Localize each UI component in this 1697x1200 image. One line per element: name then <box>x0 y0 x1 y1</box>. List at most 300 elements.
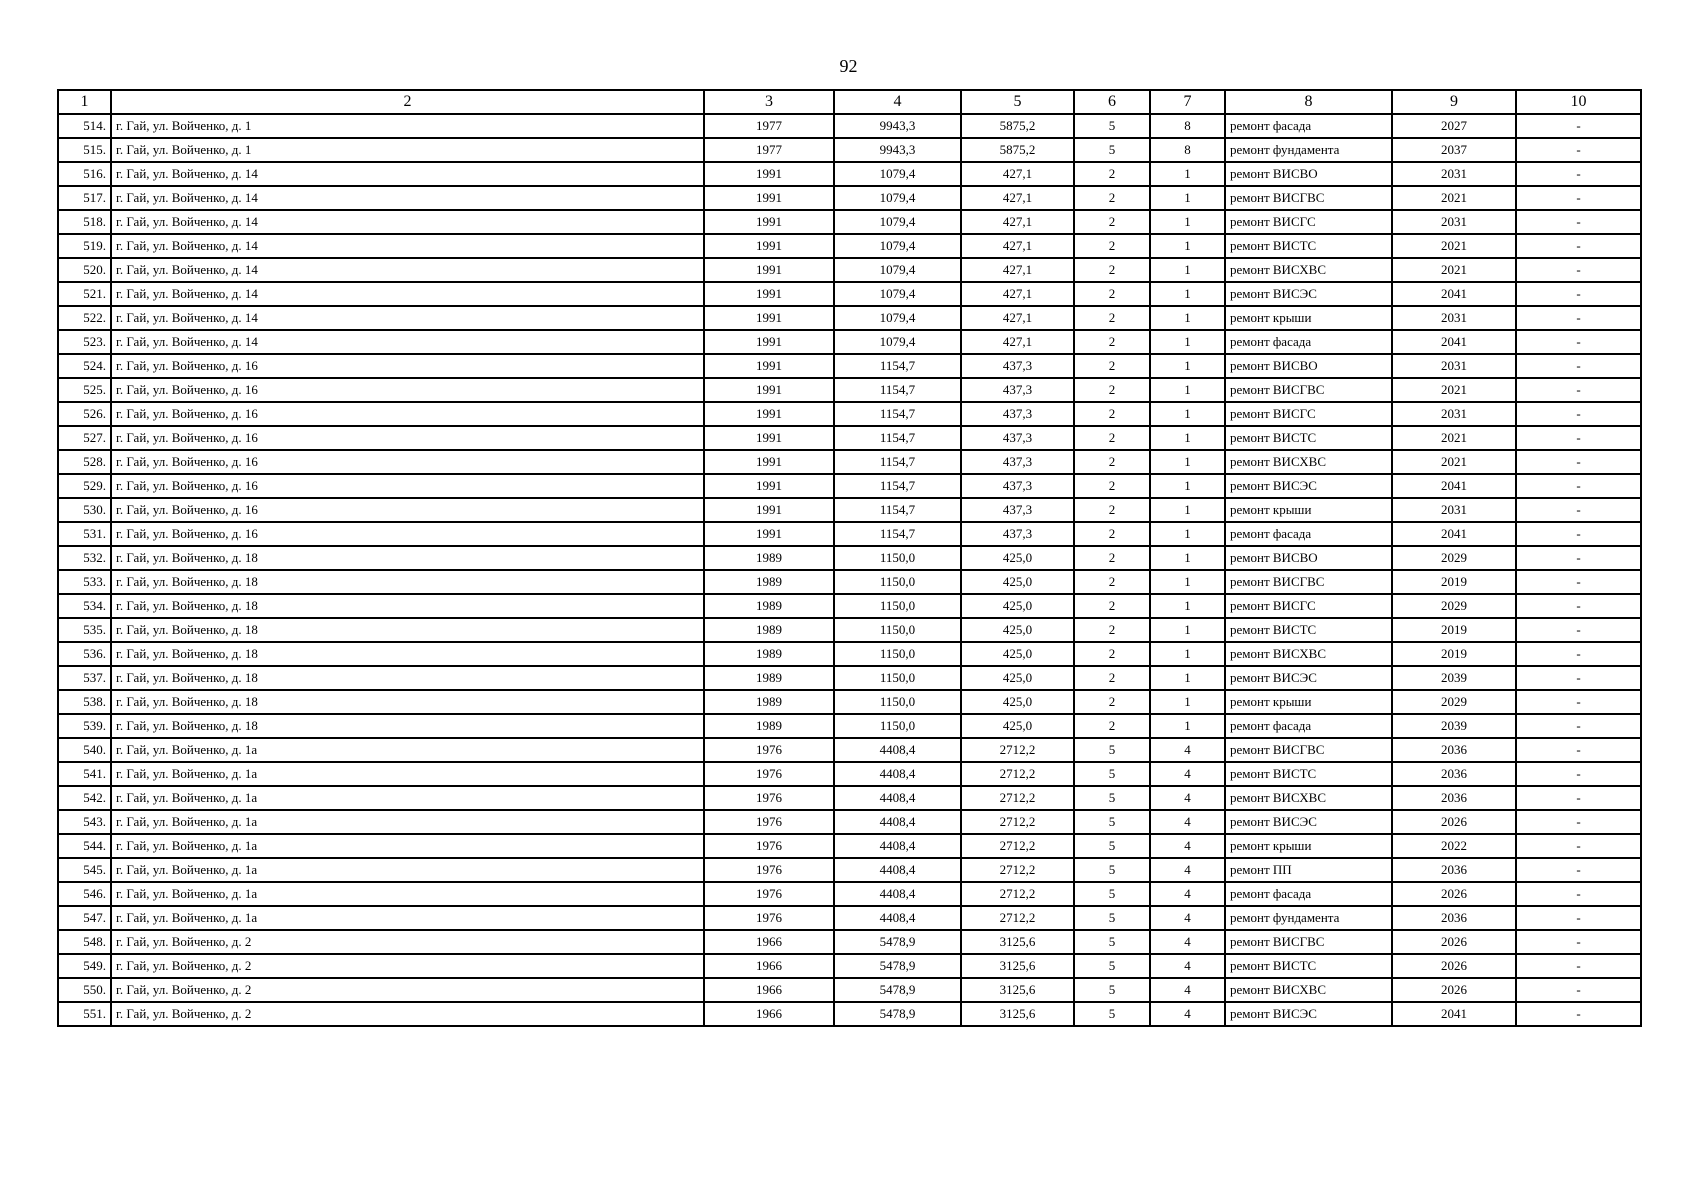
living-area-cell: 425,0 <box>961 666 1074 690</box>
note-cell: - <box>1516 546 1641 570</box>
floors-cell: 2 <box>1074 690 1150 714</box>
floors-cell: 2 <box>1074 666 1150 690</box>
table-row <box>58 234 1641 258</box>
planned-year-cell: 2036 <box>1392 738 1516 762</box>
address-cell: г. Гай, ул. Войченко, д. 1а <box>111 810 704 834</box>
year-built-cell: 1991 <box>704 498 834 522</box>
planned-year-cell: 2029 <box>1392 546 1516 570</box>
address-cell: г. Гай, ул. Войченко, д. 16 <box>111 354 704 378</box>
column-header: 7 <box>1150 90 1225 114</box>
row-number-cell: 545. <box>58 858 111 882</box>
row-number-cell: 516. <box>58 162 111 186</box>
note-cell: - <box>1516 762 1641 786</box>
work-type-cell: ремонт ВИСХВС <box>1225 786 1392 810</box>
note-cell: - <box>1516 186 1641 210</box>
address-cell: г. Гай, ул. Войченко, д. 14 <box>111 234 704 258</box>
living-area-cell: 2712,2 <box>961 906 1074 930</box>
living-area-cell: 3125,6 <box>961 954 1074 978</box>
living-area-cell: 2712,2 <box>961 858 1074 882</box>
total-area-cell: 1079,4 <box>834 234 961 258</box>
address-cell: г. Гай, ул. Войченко, д. 16 <box>111 378 704 402</box>
total-area-cell: 1150,0 <box>834 546 961 570</box>
floors-cell: 2 <box>1074 234 1150 258</box>
address-cell: г. Гай, ул. Войченко, д. 14 <box>111 186 704 210</box>
living-area-cell: 3125,6 <box>961 978 1074 1002</box>
work-type-cell: ремонт ВИСВО <box>1225 162 1392 186</box>
total-area-cell: 1154,7 <box>834 402 961 426</box>
floors-cell: 2 <box>1074 162 1150 186</box>
entrances-cell: 4 <box>1150 906 1225 930</box>
work-type-cell: ремонт фасада <box>1225 714 1392 738</box>
table-row <box>58 834 1641 858</box>
table-row <box>58 402 1641 426</box>
note-cell: - <box>1516 978 1641 1002</box>
planned-year-cell: 2021 <box>1392 426 1516 450</box>
entrances-cell: 1 <box>1150 450 1225 474</box>
floors-cell: 2 <box>1074 426 1150 450</box>
note-cell: - <box>1516 402 1641 426</box>
living-area-cell: 5875,2 <box>961 138 1074 162</box>
note-cell: - <box>1516 930 1641 954</box>
planned-year-cell: 2026 <box>1392 882 1516 906</box>
total-area-cell: 4408,4 <box>834 858 961 882</box>
table-row <box>58 738 1641 762</box>
work-type-cell: ремонт ВИСЭС <box>1225 474 1392 498</box>
note-cell: - <box>1516 378 1641 402</box>
entrances-cell: 1 <box>1150 666 1225 690</box>
row-number-cell: 546. <box>58 882 111 906</box>
column-header: 8 <box>1225 90 1392 114</box>
year-built-cell: 1977 <box>704 138 834 162</box>
planned-year-cell: 2026 <box>1392 978 1516 1002</box>
total-area-cell: 1154,7 <box>834 426 961 450</box>
total-area-cell: 1154,7 <box>834 378 961 402</box>
table-row <box>58 546 1641 570</box>
note-cell: - <box>1516 306 1641 330</box>
year-built-cell: 1991 <box>704 474 834 498</box>
table-row <box>58 330 1641 354</box>
year-built-cell: 1976 <box>704 858 834 882</box>
year-built-cell: 1991 <box>704 306 834 330</box>
total-area-cell: 5478,9 <box>834 1002 961 1026</box>
row-number-cell: 515. <box>58 138 111 162</box>
note-cell: - <box>1516 426 1641 450</box>
total-area-cell: 1150,0 <box>834 594 961 618</box>
entrances-cell: 1 <box>1150 186 1225 210</box>
address-cell: г. Гай, ул. Войченко, д. 1а <box>111 786 704 810</box>
table-row <box>58 882 1641 906</box>
header-row <box>58 90 1641 114</box>
living-area-cell: 437,3 <box>961 402 1074 426</box>
registry-table <box>57 89 1642 1027</box>
living-area-cell: 427,1 <box>961 210 1074 234</box>
row-number-cell: 527. <box>58 426 111 450</box>
total-area-cell: 1150,0 <box>834 618 961 642</box>
entrances-cell: 1 <box>1150 714 1225 738</box>
row-number-cell: 541. <box>58 762 111 786</box>
column-header: 3 <box>704 90 834 114</box>
entrances-cell: 4 <box>1150 882 1225 906</box>
entrances-cell: 4 <box>1150 834 1225 858</box>
entrances-cell: 1 <box>1150 402 1225 426</box>
address-cell: г. Гай, ул. Войченко, д. 18 <box>111 642 704 666</box>
living-area-cell: 2712,2 <box>961 762 1074 786</box>
row-number-cell: 532. <box>58 546 111 570</box>
year-built-cell: 1989 <box>704 642 834 666</box>
entrances-cell: 4 <box>1150 858 1225 882</box>
row-number-cell: 520. <box>58 258 111 282</box>
floors-cell: 5 <box>1074 1002 1150 1026</box>
entrances-cell: 1 <box>1150 210 1225 234</box>
table-row <box>58 714 1641 738</box>
row-number-cell: 536. <box>58 642 111 666</box>
year-built-cell: 1991 <box>704 162 834 186</box>
total-area-cell: 1154,7 <box>834 522 961 546</box>
work-type-cell: ремонт ВИСГС <box>1225 594 1392 618</box>
note-cell: - <box>1516 258 1641 282</box>
total-area-cell: 5478,9 <box>834 954 961 978</box>
table-row <box>58 810 1641 834</box>
table-row <box>58 210 1641 234</box>
year-built-cell: 1991 <box>704 258 834 282</box>
row-number-cell: 544. <box>58 834 111 858</box>
entrances-cell: 4 <box>1150 978 1225 1002</box>
note-cell: - <box>1516 666 1641 690</box>
living-area-cell: 425,0 <box>961 642 1074 666</box>
total-area-cell: 1079,4 <box>834 162 961 186</box>
entrances-cell: 4 <box>1150 954 1225 978</box>
table-row <box>58 162 1641 186</box>
planned-year-cell: 2021 <box>1392 378 1516 402</box>
note-cell: - <box>1516 234 1641 258</box>
living-area-cell: 425,0 <box>961 594 1074 618</box>
living-area-cell: 425,0 <box>961 690 1074 714</box>
entrances-cell: 8 <box>1150 114 1225 138</box>
year-built-cell: 1976 <box>704 906 834 930</box>
planned-year-cell: 2041 <box>1392 282 1516 306</box>
table-row <box>58 522 1641 546</box>
entrances-cell: 1 <box>1150 690 1225 714</box>
total-area-cell: 1150,0 <box>834 714 961 738</box>
planned-year-cell: 2041 <box>1392 474 1516 498</box>
planned-year-cell: 2029 <box>1392 594 1516 618</box>
entrances-cell: 4 <box>1150 810 1225 834</box>
work-type-cell: ремонт ВИСТС <box>1225 426 1392 450</box>
work-type-cell: ремонт ВИСГС <box>1225 210 1392 234</box>
work-type-cell: ремонт ВИСТС <box>1225 618 1392 642</box>
work-type-cell: ремонт ПП <box>1225 858 1392 882</box>
note-cell: - <box>1516 522 1641 546</box>
address-cell: г. Гай, ул. Войченко, д. 1а <box>111 762 704 786</box>
living-area-cell: 427,1 <box>961 258 1074 282</box>
address-cell: г. Гай, ул. Войченко, д. 1а <box>111 906 704 930</box>
floors-cell: 2 <box>1074 210 1150 234</box>
planned-year-cell: 2041 <box>1392 330 1516 354</box>
note-cell: - <box>1516 594 1641 618</box>
row-number-cell: 519. <box>58 234 111 258</box>
year-built-cell: 1966 <box>704 1002 834 1026</box>
table-row <box>58 930 1641 954</box>
living-area-cell: 437,3 <box>961 378 1074 402</box>
address-cell: г. Гай, ул. Войченко, д. 1а <box>111 858 704 882</box>
floors-cell: 5 <box>1074 762 1150 786</box>
row-number-cell: 550. <box>58 978 111 1002</box>
total-area-cell: 9943,3 <box>834 114 961 138</box>
address-cell: г. Гай, ул. Войченко, д. 14 <box>111 330 704 354</box>
row-number-cell: 528. <box>58 450 111 474</box>
total-area-cell: 1150,0 <box>834 666 961 690</box>
row-number-cell: 542. <box>58 786 111 810</box>
address-cell: г. Гай, ул. Войченко, д. 14 <box>111 162 704 186</box>
row-number-cell: 530. <box>58 498 111 522</box>
floors-cell: 2 <box>1074 402 1150 426</box>
table-row <box>58 186 1641 210</box>
year-built-cell: 1991 <box>704 234 834 258</box>
living-area-cell: 5875,2 <box>961 114 1074 138</box>
row-number-cell: 518. <box>58 210 111 234</box>
address-cell: г. Гай, ул. Войченко, д. 18 <box>111 690 704 714</box>
total-area-cell: 4408,4 <box>834 810 961 834</box>
work-type-cell: ремонт ВИСГВС <box>1225 186 1392 210</box>
row-number-cell: 524. <box>58 354 111 378</box>
living-area-cell: 2712,2 <box>961 882 1074 906</box>
column-header: 1 <box>58 90 111 114</box>
living-area-cell: 3125,6 <box>961 1002 1074 1026</box>
entrances-cell: 1 <box>1150 330 1225 354</box>
living-area-cell: 425,0 <box>961 714 1074 738</box>
entrances-cell: 1 <box>1150 234 1225 258</box>
note-cell: - <box>1516 138 1641 162</box>
year-built-cell: 1989 <box>704 714 834 738</box>
total-area-cell: 4408,4 <box>834 906 961 930</box>
address-cell: г. Гай, ул. Войченко, д. 2 <box>111 954 704 978</box>
note-cell: - <box>1516 834 1641 858</box>
address-cell: г. Гай, ул. Войченко, д. 16 <box>111 522 704 546</box>
entrances-cell: 1 <box>1150 426 1225 450</box>
living-area-cell: 437,3 <box>961 474 1074 498</box>
entrances-cell: 1 <box>1150 378 1225 402</box>
planned-year-cell: 2036 <box>1392 906 1516 930</box>
row-number-cell: 531. <box>58 522 111 546</box>
work-type-cell: ремонт ВИСХВС <box>1225 978 1392 1002</box>
floors-cell: 5 <box>1074 906 1150 930</box>
table-row <box>58 762 1641 786</box>
planned-year-cell: 2041 <box>1392 522 1516 546</box>
total-area-cell: 1079,4 <box>834 186 961 210</box>
living-area-cell: 2712,2 <box>961 834 1074 858</box>
floors-cell: 5 <box>1074 882 1150 906</box>
table-row <box>58 642 1641 666</box>
year-built-cell: 1977 <box>704 114 834 138</box>
planned-year-cell: 2031 <box>1392 402 1516 426</box>
work-type-cell: ремонт ВИСГВС <box>1225 570 1392 594</box>
note-cell: - <box>1516 738 1641 762</box>
living-area-cell: 437,3 <box>961 354 1074 378</box>
total-area-cell: 1079,4 <box>834 330 961 354</box>
column-header: 4 <box>834 90 961 114</box>
address-cell: г. Гай, ул. Войченко, д. 16 <box>111 474 704 498</box>
floors-cell: 2 <box>1074 258 1150 282</box>
total-area-cell: 1079,4 <box>834 282 961 306</box>
living-area-cell: 425,0 <box>961 546 1074 570</box>
year-built-cell: 1991 <box>704 450 834 474</box>
note-cell: - <box>1516 858 1641 882</box>
floors-cell: 5 <box>1074 738 1150 762</box>
table-row <box>58 114 1641 138</box>
address-cell: г. Гай, ул. Войченко, д. 18 <box>111 570 704 594</box>
floors-cell: 5 <box>1074 930 1150 954</box>
column-header: 10 <box>1516 90 1641 114</box>
entrances-cell: 1 <box>1150 570 1225 594</box>
work-type-cell: ремонт фасада <box>1225 882 1392 906</box>
table-row <box>58 378 1641 402</box>
year-built-cell: 1991 <box>704 186 834 210</box>
entrances-cell: 1 <box>1150 594 1225 618</box>
work-type-cell: ремонт крыши <box>1225 834 1392 858</box>
address-cell: г. Гай, ул. Войченко, д. 16 <box>111 498 704 522</box>
address-cell: г. Гай, ул. Войченко, д. 2 <box>111 1002 704 1026</box>
address-cell: г. Гай, ул. Войченко, д. 1а <box>111 738 704 762</box>
row-number-cell: 548. <box>58 930 111 954</box>
note-cell: - <box>1516 498 1641 522</box>
total-area-cell: 4408,4 <box>834 786 961 810</box>
table-row <box>58 138 1641 162</box>
year-built-cell: 1989 <box>704 666 834 690</box>
address-cell: г. Гай, ул. Войченко, д. 18 <box>111 618 704 642</box>
row-number-cell: 514. <box>58 114 111 138</box>
entrances-cell: 1 <box>1150 282 1225 306</box>
row-number-cell: 549. <box>58 954 111 978</box>
living-area-cell: 427,1 <box>961 186 1074 210</box>
floors-cell: 2 <box>1074 354 1150 378</box>
floors-cell: 2 <box>1074 450 1150 474</box>
year-built-cell: 1991 <box>704 426 834 450</box>
note-cell: - <box>1516 354 1641 378</box>
table-row <box>58 690 1641 714</box>
floors-cell: 2 <box>1074 642 1150 666</box>
year-built-cell: 1991 <box>704 330 834 354</box>
floors-cell: 2 <box>1074 522 1150 546</box>
floors-cell: 5 <box>1074 138 1150 162</box>
living-area-cell: 2712,2 <box>961 738 1074 762</box>
table-row <box>58 666 1641 690</box>
total-area-cell: 4408,4 <box>834 762 961 786</box>
entrances-cell: 4 <box>1150 930 1225 954</box>
floors-cell: 2 <box>1074 186 1150 210</box>
note-cell: - <box>1516 474 1641 498</box>
living-area-cell: 427,1 <box>961 306 1074 330</box>
entrances-cell: 1 <box>1150 258 1225 282</box>
work-type-cell: ремонт фасада <box>1225 114 1392 138</box>
year-built-cell: 1989 <box>704 618 834 642</box>
total-area-cell: 4408,4 <box>834 834 961 858</box>
note-cell: - <box>1516 714 1641 738</box>
address-cell: г. Гай, ул. Войченко, д. 16 <box>111 450 704 474</box>
living-area-cell: 427,1 <box>961 162 1074 186</box>
table-row <box>58 498 1641 522</box>
address-cell: г. Гай, ул. Войченко, д. 2 <box>111 930 704 954</box>
note-cell: - <box>1516 1002 1641 1026</box>
note-cell: - <box>1516 642 1641 666</box>
entrances-cell: 4 <box>1150 762 1225 786</box>
work-type-cell: ремонт ВИСЭС <box>1225 666 1392 690</box>
entrances-cell: 1 <box>1150 306 1225 330</box>
year-built-cell: 1976 <box>704 762 834 786</box>
row-number-cell: 538. <box>58 690 111 714</box>
table-body <box>58 114 1641 1026</box>
table-row <box>58 1002 1641 1026</box>
row-number-cell: 522. <box>58 306 111 330</box>
floors-cell: 2 <box>1074 618 1150 642</box>
year-built-cell: 1989 <box>704 546 834 570</box>
floors-cell: 2 <box>1074 498 1150 522</box>
total-area-cell: 5478,9 <box>834 978 961 1002</box>
table-row <box>58 282 1641 306</box>
planned-year-cell: 2036 <box>1392 762 1516 786</box>
floors-cell: 2 <box>1074 378 1150 402</box>
work-type-cell: ремонт крыши <box>1225 690 1392 714</box>
living-area-cell: 425,0 <box>961 570 1074 594</box>
floors-cell: 2 <box>1074 714 1150 738</box>
floors-cell: 2 <box>1074 570 1150 594</box>
total-area-cell: 1079,4 <box>834 258 961 282</box>
address-cell: г. Гай, ул. Войченко, д. 18 <box>111 546 704 570</box>
row-number-cell: 534. <box>58 594 111 618</box>
year-built-cell: 1991 <box>704 354 834 378</box>
entrances-cell: 1 <box>1150 642 1225 666</box>
entrances-cell: 1 <box>1150 522 1225 546</box>
column-header: 2 <box>111 90 704 114</box>
table-row <box>58 858 1641 882</box>
living-area-cell: 2712,2 <box>961 810 1074 834</box>
floors-cell: 5 <box>1074 810 1150 834</box>
planned-year-cell: 2019 <box>1392 618 1516 642</box>
note-cell: - <box>1516 954 1641 978</box>
planned-year-cell: 2041 <box>1392 1002 1516 1026</box>
entrances-cell: 1 <box>1150 474 1225 498</box>
total-area-cell: 1154,7 <box>834 498 961 522</box>
planned-year-cell: 2026 <box>1392 810 1516 834</box>
address-cell: г. Гай, ул. Войченко, д. 1а <box>111 834 704 858</box>
total-area-cell: 1079,4 <box>834 210 961 234</box>
note-cell: - <box>1516 330 1641 354</box>
row-number-cell: 535. <box>58 618 111 642</box>
address-cell: г. Гай, ул. Войченко, д. 14 <box>111 306 704 330</box>
year-built-cell: 1989 <box>704 690 834 714</box>
row-number-cell: 526. <box>58 402 111 426</box>
total-area-cell: 1154,7 <box>834 354 961 378</box>
row-number-cell: 525. <box>58 378 111 402</box>
work-type-cell: ремонт ВИСТС <box>1225 234 1392 258</box>
address-cell: г. Гай, ул. Войченко, д. 1 <box>111 138 704 162</box>
work-type-cell: ремонт фасада <box>1225 330 1392 354</box>
planned-year-cell: 2027 <box>1392 114 1516 138</box>
total-area-cell: 9943,3 <box>834 138 961 162</box>
work-type-cell: ремонт ВИСЭС <box>1225 1002 1392 1026</box>
year-built-cell: 1991 <box>704 402 834 426</box>
entrances-cell: 1 <box>1150 498 1225 522</box>
planned-year-cell: 2037 <box>1392 138 1516 162</box>
entrances-cell: 1 <box>1150 162 1225 186</box>
address-cell: г. Гай, ул. Войченко, д. 16 <box>111 426 704 450</box>
work-type-cell: ремонт ВИСВО <box>1225 546 1392 570</box>
living-area-cell: 2712,2 <box>961 786 1074 810</box>
planned-year-cell: 2039 <box>1392 714 1516 738</box>
planned-year-cell: 2021 <box>1392 258 1516 282</box>
address-cell: г. Гай, ул. Войченко, д. 14 <box>111 210 704 234</box>
table-row <box>58 954 1641 978</box>
planned-year-cell: 2031 <box>1392 498 1516 522</box>
